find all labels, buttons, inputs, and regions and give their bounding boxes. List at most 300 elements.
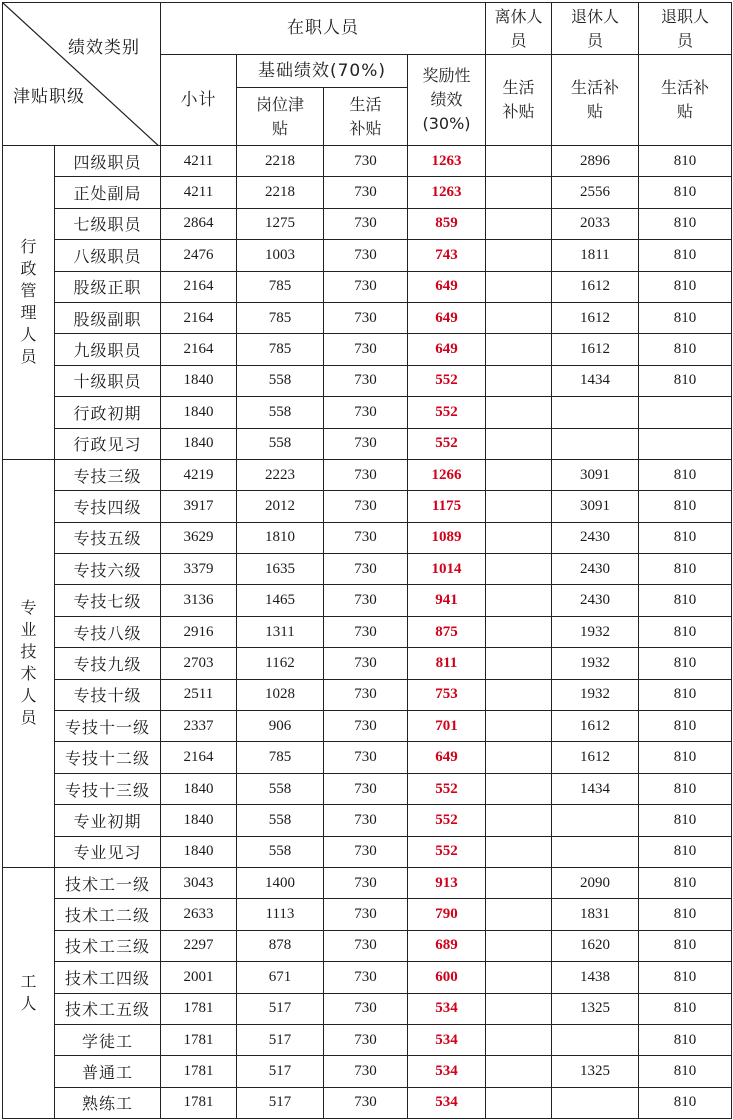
subtotal-cell: 1840 <box>161 397 237 428</box>
living-subsidy-header: 生活补贴 <box>324 88 408 146</box>
incentive-cell: 649 <box>408 271 486 302</box>
incentive-cell: 743 <box>408 240 486 271</box>
incentive-cell: 941 <box>408 585 486 616</box>
post-allowance-cell: 517 <box>237 1087 324 1118</box>
grade-cell: 技术工三级 <box>55 930 161 961</box>
incentive-cell: 1263 <box>408 146 486 177</box>
post-allowance-cell: 2012 <box>237 491 324 522</box>
lixiu-subsidy-cell <box>486 302 552 333</box>
tuixiu-subsidy-cell: 1831 <box>552 899 639 930</box>
lixiu-subsidy-cell <box>486 679 552 710</box>
living-subsidy-cell: 730 <box>324 867 408 898</box>
lixiu-subsidy-cell <box>486 459 552 490</box>
allowance-grade-label: 津贴职级 <box>13 87 85 107</box>
table-row <box>3 334 732 365</box>
table-row <box>3 899 732 930</box>
incentive-cell: 859 <box>408 208 486 239</box>
living-subsidy-cell: 730 <box>324 271 408 302</box>
subtotal-cell: 1840 <box>161 773 237 804</box>
group-label-cell <box>3 867 55 1118</box>
lixiu-subsidy-cell <box>486 773 552 804</box>
tuixiu-subsidy-cell <box>552 1024 639 1055</box>
incentive-cell: 1089 <box>408 522 486 553</box>
tuizhi-subsidy-cell: 810 <box>639 459 732 490</box>
tuizhi-subsidy-cell: 810 <box>639 711 732 742</box>
table-row <box>3 585 732 616</box>
living-subsidy-cell: 730 <box>324 365 408 396</box>
grade-cell: 行政初期 <box>55 397 161 428</box>
incentive-cell: 701 <box>408 711 486 742</box>
lixiu-subsidy-cell <box>486 1087 552 1118</box>
subtotal-cell: 2164 <box>161 271 237 302</box>
table-row <box>3 1056 732 1087</box>
living-subsidy-cell: 730 <box>324 585 408 616</box>
table-row <box>3 836 732 867</box>
living-subsidy-cell: 730 <box>324 459 408 490</box>
living-subsidy-cell: 730 <box>324 899 408 930</box>
living-subsidy-cell: 730 <box>324 962 408 993</box>
diagonal-header-cell <box>3 3 161 146</box>
grade-cell: 七级职员 <box>55 208 161 239</box>
subtotal-cell: 4211 <box>161 177 237 208</box>
tuizhi-subsidy-cell: 810 <box>639 773 732 804</box>
table-row <box>3 271 732 302</box>
lixiu-subsidy-cell <box>486 271 552 302</box>
post-allowance-cell: 1028 <box>237 679 324 710</box>
incentive-cell: 534 <box>408 1024 486 1055</box>
grade-cell: 专技七级 <box>55 585 161 616</box>
grade-cell: 股级副职 <box>55 302 161 333</box>
table-row <box>3 993 732 1024</box>
tuixiu-subsidy-cell: 2430 <box>552 522 639 553</box>
grade-cell: 专业初期 <box>55 805 161 836</box>
table-row <box>3 773 732 804</box>
post-allowance-cell: 878 <box>237 930 324 961</box>
incentive-cell: 649 <box>408 742 486 773</box>
tuizhi-subsidy-cell: 810 <box>639 334 732 365</box>
grade-cell: 股级正职 <box>55 271 161 302</box>
tuixiu-subsidy-cell: 1932 <box>552 679 639 710</box>
tuizhi-subsidy-cell <box>639 428 732 459</box>
table-row <box>3 240 732 271</box>
subtotal-cell: 1781 <box>161 1024 237 1055</box>
grade-cell: 熟练工 <box>55 1087 161 1118</box>
living-subsidy-cell: 730 <box>324 993 408 1024</box>
post-allowance-cell: 558 <box>237 836 324 867</box>
tuixiu-subsidy-cell: 1434 <box>552 773 639 804</box>
subtotal-cell: 2164 <box>161 302 237 333</box>
post-allowance-cell: 785 <box>237 302 324 333</box>
table-row <box>3 930 732 961</box>
post-allowance-cell: 517 <box>237 1056 324 1087</box>
lixiu-subsidy-cell <box>486 146 552 177</box>
subtotal-cell: 1781 <box>161 1056 237 1087</box>
table-row <box>3 491 732 522</box>
lixiu-subsidy-cell <box>486 616 552 647</box>
living-subsidy-cell: 730 <box>324 177 408 208</box>
lixiu-subsidy-cell <box>486 491 552 522</box>
living-subsidy-cell: 730 <box>324 1087 408 1118</box>
grade-cell: 普通工 <box>55 1056 161 1087</box>
lixiu-subsidy-cell <box>486 365 552 396</box>
subtotal-cell: 3043 <box>161 867 237 898</box>
subtotal-cell: 1781 <box>161 1087 237 1118</box>
lixiu-subsidy-cell <box>486 522 552 553</box>
grade-cell: 九级职员 <box>55 334 161 365</box>
diagonal-line <box>3 3 161 146</box>
incentive-cell: 552 <box>408 428 486 459</box>
tuixiu-header: 退休人员 <box>552 3 639 55</box>
table-row <box>3 428 732 459</box>
tuixiu-subsidy-cell: 1612 <box>552 711 639 742</box>
tuizhi-subsidy-cell: 810 <box>639 930 732 961</box>
lixiu-subsidy-cell <box>486 993 552 1024</box>
table-row <box>3 177 732 208</box>
grade-cell: 专技八级 <box>55 616 161 647</box>
post-allowance-cell: 558 <box>237 428 324 459</box>
in-service-header: 在职人员 <box>161 3 486 55</box>
post-allowance-cell: 1113 <box>237 899 324 930</box>
tuizhi-subsidy-cell: 810 <box>639 962 732 993</box>
grade-cell: 技术工一级 <box>55 867 161 898</box>
living-subsidy-cell: 730 <box>324 1024 408 1055</box>
subtotal-cell: 2164 <box>161 742 237 773</box>
tuixiu-subsidy-cell: 1811 <box>552 240 639 271</box>
salary-table-container <box>2 2 731 1118</box>
incentive-cell: 1175 <box>408 491 486 522</box>
table-row <box>3 459 732 490</box>
performance-category-label: 绩效类别 <box>68 38 140 58</box>
performance-salary-table <box>2 2 732 1119</box>
grade-cell: 专技五级 <box>55 522 161 553</box>
lixiu-subsidy-cell <box>486 397 552 428</box>
grade-cell: 技术工五级 <box>55 993 161 1024</box>
group-label: 行政管理人员 <box>20 237 37 367</box>
table-header <box>3 3 732 146</box>
lixiu-subsidy-cell <box>486 711 552 742</box>
table-row <box>3 365 732 396</box>
tuixiu-subsidy-cell: 2556 <box>552 177 639 208</box>
living-subsidy-cell: 730 <box>324 554 408 585</box>
subtotal-cell: 1840 <box>161 428 237 459</box>
tuizhi-subsidy-cell: 810 <box>639 177 732 208</box>
grade-cell: 专技六级 <box>55 554 161 585</box>
living-subsidy-cell: 730 <box>324 616 408 647</box>
tuizhi-subsidy-cell: 810 <box>639 1087 732 1118</box>
grade-cell: 专技十级 <box>55 679 161 710</box>
grade-cell: 十级职员 <box>55 365 161 396</box>
incentive-cell: 1266 <box>408 459 486 490</box>
living-subsidy-cell: 730 <box>324 522 408 553</box>
post-allowance-cell: 906 <box>237 711 324 742</box>
table-row <box>3 522 732 553</box>
post-allowance-cell: 671 <box>237 962 324 993</box>
living-subsidy-cell: 730 <box>324 930 408 961</box>
subtotal-cell: 2916 <box>161 616 237 647</box>
tuixiu-subsidy-cell: 1325 <box>552 993 639 1024</box>
table-row <box>3 711 732 742</box>
lixiu-living-subsidy-header: 生活补贴 <box>486 55 552 146</box>
subtotal-cell: 4211 <box>161 146 237 177</box>
incentive-cell: 552 <box>408 836 486 867</box>
tuixiu-subsidy-cell <box>552 1087 639 1118</box>
grade-cell: 学徒工 <box>55 1024 161 1055</box>
grade-cell: 技术工四级 <box>55 962 161 993</box>
tuizhi-subsidy-cell: 810 <box>639 491 732 522</box>
grade-cell: 专技十一级 <box>55 711 161 742</box>
table-row <box>3 554 732 585</box>
tuizhi-subsidy-cell: 810 <box>639 208 732 239</box>
tuixiu-subsidy-cell: 2033 <box>552 208 639 239</box>
living-subsidy-cell: 730 <box>324 679 408 710</box>
tuixiu-subsidy-cell: 1612 <box>552 271 639 302</box>
tuizhi-subsidy-cell: 810 <box>639 1056 732 1087</box>
table-row <box>3 648 732 679</box>
incentive-cell: 552 <box>408 805 486 836</box>
table-row <box>3 146 732 177</box>
subtotal-cell: 2164 <box>161 334 237 365</box>
tuixiu-subsidy-cell: 3091 <box>552 459 639 490</box>
table-row <box>3 397 732 428</box>
subtotal-cell: 2511 <box>161 679 237 710</box>
tuizhi-subsidy-cell: 810 <box>639 993 732 1024</box>
tuixiu-subsidy-cell: 1932 <box>552 616 639 647</box>
incentive-cell: 1014 <box>408 554 486 585</box>
incentive-cell: 534 <box>408 1087 486 1118</box>
incentive-cell: 534 <box>408 993 486 1024</box>
living-subsidy-cell: 730 <box>324 334 408 365</box>
tuizhi-subsidy-cell: 810 <box>639 648 732 679</box>
post-allowance-cell: 2223 <box>237 459 324 490</box>
lixiu-subsidy-cell <box>486 899 552 930</box>
lixiu-subsidy-cell <box>486 742 552 773</box>
tuizhi-subsidy-cell: 810 <box>639 867 732 898</box>
subtotal-cell: 4219 <box>161 459 237 490</box>
lixiu-subsidy-cell <box>486 805 552 836</box>
living-subsidy-cell: 730 <box>324 742 408 773</box>
grade-cell: 专技十二级 <box>55 742 161 773</box>
tuizhi-subsidy-cell <box>639 397 732 428</box>
subtotal-cell: 3136 <box>161 585 237 616</box>
lixiu-subsidy-cell <box>486 962 552 993</box>
post-allowance-cell: 517 <box>237 1024 324 1055</box>
grade-cell: 技术工二级 <box>55 899 161 930</box>
post-allowance-cell: 785 <box>237 334 324 365</box>
post-allowance-cell: 1810 <box>237 522 324 553</box>
grade-cell: 行政见习 <box>55 428 161 459</box>
living-subsidy-cell: 730 <box>324 146 408 177</box>
tuixiu-subsidy-cell <box>552 428 639 459</box>
post-allowance-cell: 558 <box>237 365 324 396</box>
tuixiu-subsidy-cell: 1438 <box>552 962 639 993</box>
subtotal-cell: 3917 <box>161 491 237 522</box>
post-allowance-cell: 2218 <box>237 177 324 208</box>
group-label-cell <box>3 146 55 460</box>
post-allowance-cell: 517 <box>237 993 324 1024</box>
living-subsidy-cell: 730 <box>324 711 408 742</box>
table-body <box>3 146 732 1119</box>
incentive-cell: 534 <box>408 1056 486 1087</box>
basic-performance-header: 基础绩效(70%) <box>237 55 408 88</box>
tuixiu-subsidy-cell <box>552 397 639 428</box>
post-allowance-cell: 1465 <box>237 585 324 616</box>
grade-cell: 四级职员 <box>55 146 161 177</box>
living-subsidy-cell: 730 <box>324 208 408 239</box>
subtotal-cell: 3379 <box>161 554 237 585</box>
subtotal-cell: 2703 <box>161 648 237 679</box>
tuizhi-subsidy-cell: 810 <box>639 240 732 271</box>
post-allowance-cell: 558 <box>237 773 324 804</box>
tuizhi-subsidy-cell: 810 <box>639 616 732 647</box>
lixiu-subsidy-cell <box>486 1056 552 1087</box>
subtotal-cell: 2633 <box>161 899 237 930</box>
lixiu-subsidy-cell <box>486 554 552 585</box>
living-subsidy-cell: 730 <box>324 397 408 428</box>
subtotal-cell: 1840 <box>161 836 237 867</box>
tuixiu-living-subsidy-header: 生活补贴 <box>552 55 639 146</box>
incentive-cell: 649 <box>408 302 486 333</box>
tuixiu-subsidy-cell: 1612 <box>552 302 639 333</box>
incentive-cell: 1263 <box>408 177 486 208</box>
tuizhi-subsidy-cell: 810 <box>639 585 732 616</box>
table-row <box>3 616 732 647</box>
grade-cell: 专技三级 <box>55 459 161 490</box>
lixiu-subsidy-cell <box>486 428 552 459</box>
lixiu-subsidy-cell <box>486 585 552 616</box>
living-subsidy-cell: 730 <box>324 1056 408 1087</box>
tuixiu-subsidy-cell: 1612 <box>552 334 639 365</box>
subtotal-header: 小计 <box>161 55 237 146</box>
post-allowance-cell: 1275 <box>237 208 324 239</box>
post-allowance-header: 岗位津贴 <box>237 88 324 146</box>
living-subsidy-cell: 730 <box>324 240 408 271</box>
incentive-cell: 552 <box>408 397 486 428</box>
tuizhi-subsidy-cell: 810 <box>639 679 732 710</box>
tuixiu-subsidy-cell <box>552 836 639 867</box>
tuixiu-subsidy-cell: 2896 <box>552 146 639 177</box>
lixiu-subsidy-cell <box>486 930 552 961</box>
lixiu-header: 离休人员 <box>486 3 552 55</box>
lixiu-subsidy-cell <box>486 836 552 867</box>
tuixiu-subsidy-cell <box>552 805 639 836</box>
grade-cell: 专技十三级 <box>55 773 161 804</box>
tuixiu-subsidy-cell: 1612 <box>552 742 639 773</box>
tuixiu-subsidy-cell: 2430 <box>552 554 639 585</box>
grade-cell: 正处副局 <box>55 177 161 208</box>
subtotal-cell: 2864 <box>161 208 237 239</box>
incentive-cell: 753 <box>408 679 486 710</box>
table-row <box>3 679 732 710</box>
table-row <box>3 867 732 898</box>
lixiu-subsidy-cell <box>486 1024 552 1055</box>
group-label: 工人 <box>20 972 37 1014</box>
incentive-cell: 913 <box>408 867 486 898</box>
subtotal-cell: 1840 <box>161 365 237 396</box>
post-allowance-cell: 1635 <box>237 554 324 585</box>
post-allowance-cell: 1162 <box>237 648 324 679</box>
table-row <box>3 742 732 773</box>
tuizhi-subsidy-cell: 810 <box>639 522 732 553</box>
table-row <box>3 805 732 836</box>
tuixiu-subsidy-cell: 1434 <box>552 365 639 396</box>
tuizhi-subsidy-cell: 810 <box>639 805 732 836</box>
table-row <box>3 962 732 993</box>
tuizhi-subsidy-cell: 810 <box>639 899 732 930</box>
post-allowance-cell: 558 <box>237 397 324 428</box>
post-allowance-cell: 1400 <box>237 867 324 898</box>
incentive-cell: 689 <box>408 930 486 961</box>
table-row <box>3 208 732 239</box>
grade-cell: 专技四级 <box>55 491 161 522</box>
living-subsidy-cell: 730 <box>324 302 408 333</box>
post-allowance-cell: 1003 <box>237 240 324 271</box>
tuizhi-subsidy-cell: 810 <box>639 1024 732 1055</box>
subtotal-cell: 1840 <box>161 805 237 836</box>
incentive-cell: 790 <box>408 899 486 930</box>
grade-cell: 八级职员 <box>55 240 161 271</box>
subtotal-cell: 3629 <box>161 522 237 553</box>
post-allowance-cell: 558 <box>237 805 324 836</box>
post-allowance-cell: 1311 <box>237 616 324 647</box>
tuizhi-subsidy-cell: 810 <box>639 302 732 333</box>
post-allowance-cell: 785 <box>237 742 324 773</box>
living-subsidy-cell: 730 <box>324 805 408 836</box>
lixiu-subsidy-cell <box>486 177 552 208</box>
living-subsidy-cell: 730 <box>324 491 408 522</box>
subtotal-cell: 2476 <box>161 240 237 271</box>
living-subsidy-cell: 730 <box>324 428 408 459</box>
living-subsidy-cell: 730 <box>324 648 408 679</box>
table-row <box>3 1024 732 1055</box>
tuixiu-subsidy-cell: 1325 <box>552 1056 639 1087</box>
lixiu-subsidy-cell <box>486 240 552 271</box>
incentive-cell: 875 <box>408 616 486 647</box>
subtotal-cell: 2337 <box>161 711 237 742</box>
tuixiu-subsidy-cell: 2090 <box>552 867 639 898</box>
subtotal-cell: 1781 <box>161 993 237 1024</box>
incentive-cell: 600 <box>408 962 486 993</box>
incentive-cell: 649 <box>408 334 486 365</box>
grade-cell: 专技九级 <box>55 648 161 679</box>
tuizhi-living-subsidy-header: 生活补贴 <box>639 55 732 146</box>
subtotal-cell: 2001 <box>161 962 237 993</box>
lixiu-subsidy-cell <box>486 867 552 898</box>
post-allowance-cell: 2218 <box>237 146 324 177</box>
tuizhi-header: 退职人员 <box>639 3 732 55</box>
tuizhi-subsidy-cell: 810 <box>639 146 732 177</box>
post-allowance-cell: 785 <box>237 271 324 302</box>
tuizhi-subsidy-cell: 810 <box>639 365 732 396</box>
group-label-cell <box>3 459 55 867</box>
tuixiu-subsidy-cell: 3091 <box>552 491 639 522</box>
grade-cell: 专业见习 <box>55 836 161 867</box>
tuixiu-subsidy-cell: 1620 <box>552 930 639 961</box>
lixiu-subsidy-cell <box>486 334 552 365</box>
group-label: 专业技术人员 <box>20 598 37 728</box>
incentive-cell: 811 <box>408 648 486 679</box>
table-row <box>3 302 732 333</box>
subtotal-cell: 2297 <box>161 930 237 961</box>
incentive-performance-header: 奖励性绩效(30%) <box>408 55 486 146</box>
lixiu-subsidy-cell <box>486 208 552 239</box>
tuizhi-subsidy-cell: 810 <box>639 836 732 867</box>
table-row <box>3 1087 732 1118</box>
tuizhi-subsidy-cell: 810 <box>639 554 732 585</box>
incentive-cell: 552 <box>408 773 486 804</box>
living-subsidy-cell: 730 <box>324 773 408 804</box>
incentive-cell: 552 <box>408 365 486 396</box>
lixiu-subsidy-cell <box>486 648 552 679</box>
